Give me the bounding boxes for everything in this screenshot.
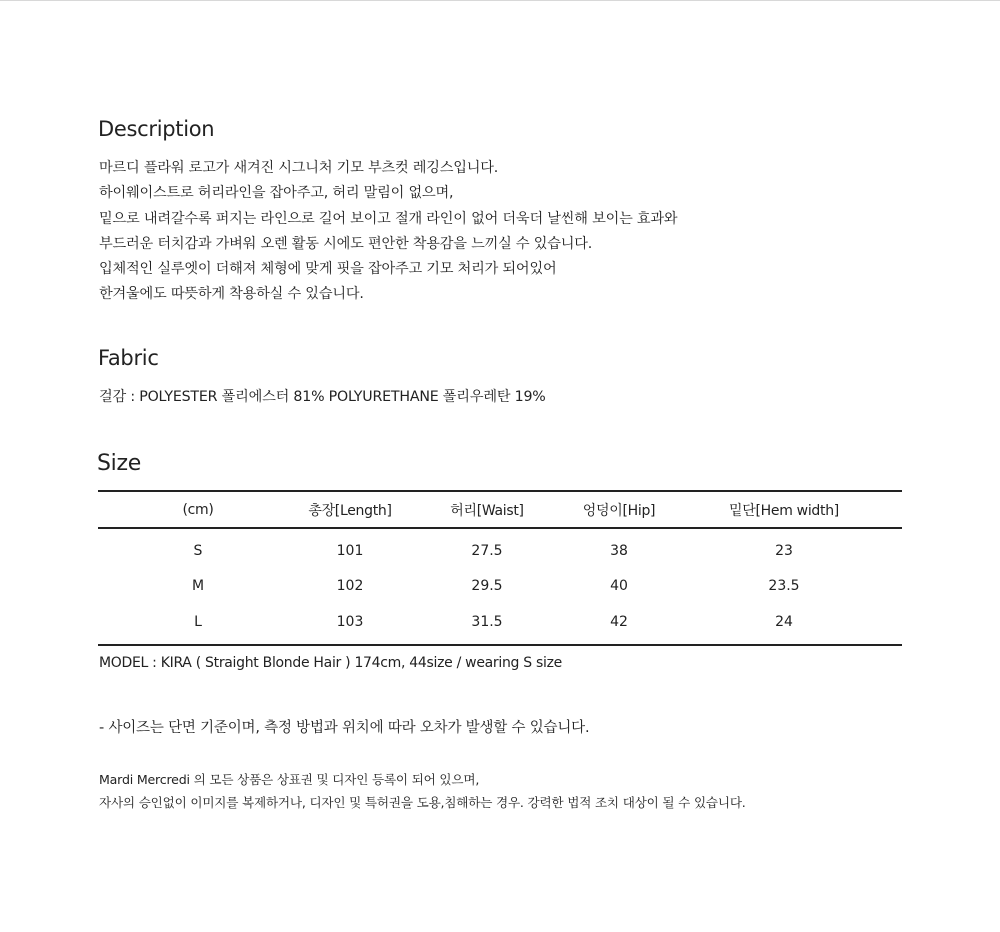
hem-value: 23.5 bbox=[768, 578, 800, 595]
waist-value: 31.5 bbox=[402, 604, 572, 645]
hip-value: 42 bbox=[572, 604, 666, 645]
description-line: 입체적인 실루엣이 더해져 체형에 맞게 핏을 잡아주고 기모 처리가 되어있어 bbox=[99, 261, 557, 278]
fabric-composition: 걸감 : POLYESTER 폴리에스터 81% POLYURETHANE 폴리우레탄 19% bbox=[99, 389, 546, 405]
hem-value: 24 bbox=[666, 604, 902, 645]
description-title: Description bbox=[98, 117, 215, 141]
hip-value: 40 bbox=[610, 578, 628, 595]
size-header-length: 총장[Length] bbox=[298, 491, 402, 528]
description-line: 한겨울에도 따뜻하게 착용하실 수 있습니다. bbox=[99, 286, 364, 303]
size-table bbox=[98, 490, 902, 646]
size-label: L bbox=[98, 604, 298, 645]
hip-value: 38 bbox=[610, 542, 628, 559]
size-header-unit: (cm) bbox=[98, 491, 298, 528]
size-header-waist: 허리[Waist] bbox=[402, 491, 572, 528]
fabric-title: Fabric bbox=[98, 346, 159, 370]
size-title: Size bbox=[97, 451, 141, 476]
table-row bbox=[98, 528, 902, 569]
description-body bbox=[99, 156, 677, 308]
size-header-hip: 엉덩이[Hip] bbox=[572, 491, 666, 528]
waist-value: 29.5 bbox=[471, 578, 503, 595]
size-measurement-note: - 사이즈는 단면 기준이며, 측정 방법과 위치에 따라 오차가 발생할 수 있습니다. bbox=[99, 720, 590, 736]
copyright-line: Mardi Mercredi 의 모든 상품은 상표권 및 디자인 등록이 되어 있으며, bbox=[99, 772, 480, 787]
size-label: M bbox=[191, 578, 205, 595]
description-line: 밑으로 내려갈수록 퍼지는 라인으로 길어 보이고 절개 라인이 없어 더욱더 날씬해 보이는 효과와 bbox=[99, 210, 678, 227]
length-value: 103 bbox=[298, 604, 402, 645]
length-value: 102 bbox=[336, 578, 364, 595]
description-line: 마르디 플라워 로고가 새겨진 시그니처 기모 부츠컷 레깅스입니다. bbox=[99, 160, 499, 176]
hem-value: 23 bbox=[775, 542, 793, 559]
model-info: MODEL : KIRA ( Straight Blonde Hair ) 174cm, 44size / wearing S size bbox=[99, 655, 562, 671]
length-value: 101 bbox=[336, 542, 364, 559]
description-line: 부드러운 터치감과 가벼워 오렌 활동 시에도 편안한 착용감을 느끼실 수 있습니다. bbox=[99, 235, 593, 252]
size-header-hem: 밑단[Hem width] bbox=[666, 491, 902, 528]
table-row bbox=[98, 604, 902, 645]
size-label: S bbox=[193, 542, 203, 559]
size-table-header-row bbox=[98, 491, 902, 528]
copyright-line: 자사의 승인없이 이미지를 복제하거나, 디자인 및 특허권을 도용,침해하는 경우. 강력한 법적 조치 대상이 될 수 있습니다. bbox=[99, 795, 746, 810]
table-row bbox=[98, 569, 902, 605]
top-divider bbox=[0, 0, 1000, 1]
copyright-notice bbox=[99, 768, 746, 814]
description-line: 하이웨이스트로 허리라인을 잡아주고, 허리 말림이 없으며, bbox=[99, 185, 454, 202]
waist-value: 27.5 bbox=[471, 542, 503, 559]
